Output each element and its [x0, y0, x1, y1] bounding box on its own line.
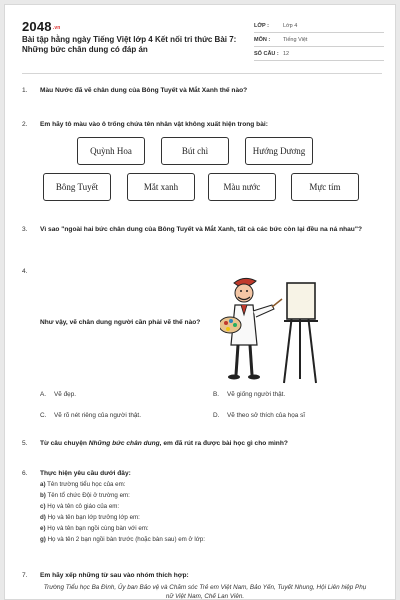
option-text: Vẽ đẹp. — [54, 391, 77, 398]
option-b[interactable] — [213, 391, 285, 398]
question-text: Từ câu chuyện Những bức chân dung, em đã rút ra được bài học gì cho mình? — [40, 440, 288, 447]
worksheet-page — [4, 4, 396, 600]
word-box[interactable]: Bút chì — [161, 137, 229, 165]
q6-item: a) Tên trường tiểu học của em: — [40, 481, 126, 488]
q6-item: g) Họ và tên 2 bạn ngồi bàn trước (hoặc bàn sau) em ở lớp: — [40, 536, 205, 543]
question-number: 3. — [22, 226, 28, 233]
option-c[interactable] — [40, 412, 141, 419]
worksheet-title: Bài tập hằng ngày Tiếng Việt lớp 4 Kết nối tri thức Bài 7: Những bức chân dung có đáp án — [22, 35, 237, 54]
word-box[interactable]: Bông Tuyết — [43, 173, 111, 201]
option-text: Vẽ rõ nét riêng của người thật. — [54, 412, 141, 419]
meta-row-subject — [254, 33, 384, 47]
meta-value: Tiếng Việt — [283, 36, 308, 43]
painter-at-easel-illustration — [220, 275, 330, 387]
q6-item: e) Họ và tên bạn ngồi cùng bàn với em: — [40, 525, 149, 532]
q7-word-list: Trường Tiểu học Ba Đình, Ủy ban Bảo vệ và Chăm sóc Trẻ em Việt Nam, Bảo Yến, Tuyết Nhung, Hội Liên hiệp Phụ nữ Việt Nam, Chế Lan Viên. — [43, 584, 367, 600]
q6-item: d) Họ và tên bạn lớp trưởng lớp em: — [40, 514, 140, 521]
meta-value: 12 — [283, 50, 290, 57]
option-letter: D. — [213, 412, 220, 419]
option-letter: C. — [40, 412, 47, 419]
easel-icon — [284, 283, 318, 383]
painter-figure — [220, 278, 282, 379]
meta-key: MÔN : — [254, 36, 271, 43]
q6-item: c) Họ và tên cô giáo của em: — [40, 503, 120, 510]
word-box[interactable]: Mắt xanh — [127, 173, 195, 201]
question-number: 7. — [22, 572, 28, 579]
q6-item: b) Tên tổ chức Đội ở trường em: — [40, 492, 130, 499]
question-text: Như vậy, vẽ chân dung người cần phải vẽ thế nào? — [40, 319, 201, 326]
meta-key: LỚP : — [254, 22, 269, 29]
question-number: 6. — [22, 470, 28, 477]
word-box[interactable]: Màu nước — [208, 173, 276, 201]
question-text: Thực hiện yêu cầu dưới đây: — [40, 470, 131, 477]
question-number: 1. — [22, 87, 28, 94]
option-letter: B. — [213, 391, 220, 398]
site-logo[interactable]: 2048.vn — [22, 19, 61, 34]
question-text: Em hãy tô màu vào ô trống chứa tên nhân vật không xuất hiện trong bài: — [40, 121, 268, 128]
question-number: 2. — [22, 121, 28, 128]
question-text: Màu Nước đã vẽ chân dung của Bông Tuyết và Mắt Xanh thế nào? — [40, 87, 248, 94]
question-number: 4. — [22, 268, 28, 275]
meta-row-class — [254, 19, 384, 33]
option-d[interactable] — [213, 412, 305, 419]
option-letter: A. — [40, 391, 47, 398]
option-text: Vẽ theo sở thích của họa sĩ — [227, 412, 306, 419]
worksheet-header — [5, 5, 396, 67]
word-box[interactable]: Mực tím — [291, 173, 359, 201]
question-text: Em hãy xếp những từ sau vào nhóm thích hợp: — [40, 572, 189, 579]
meta-row-count — [254, 47, 384, 61]
header-divider — [22, 73, 382, 74]
option-text: Vẽ giống người thật. — [227, 391, 286, 398]
meta-value: Lớp 4 — [283, 22, 298, 29]
meta-key: SỐ CÂU : — [254, 50, 279, 57]
question-text: Vì sao "ngoài hai bức chân dung của Bông Tuyết và Mắt Xanh, tất cả các bức còn lại đều na ná nhau"? — [40, 226, 362, 233]
worksheet-meta — [254, 19, 384, 61]
word-box[interactable]: Quỳnh Hoa — [77, 137, 145, 165]
question-number: 5. — [22, 440, 28, 447]
word-box[interactable]: Hướng Dương — [245, 137, 313, 165]
option-a[interactable] — [40, 391, 76, 398]
